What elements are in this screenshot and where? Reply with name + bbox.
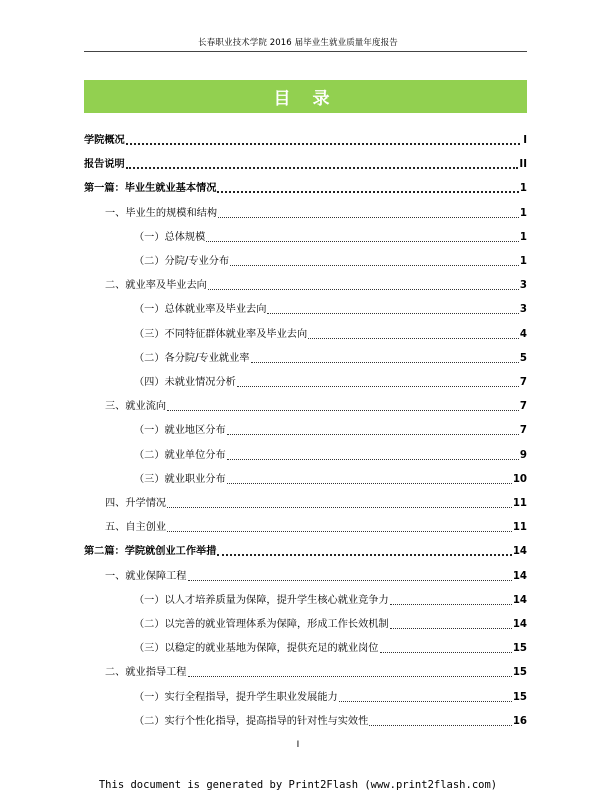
- toc-entry-label: 一、毕业生的规模和结构: [105, 207, 218, 219]
- toc-entry[interactable]: [84, 496, 527, 510]
- toc-entry[interactable]: [84, 157, 527, 171]
- toc-entry-label: （四）未就业情况分析: [134, 377, 236, 388]
- toc-entry-label: 三、就业流向: [105, 401, 167, 413]
- toc-dot-leader: [227, 422, 519, 435]
- toc-dot-leader: [126, 131, 520, 145]
- toc-entry[interactable]: [84, 520, 527, 534]
- toc-dot-leader: [167, 495, 512, 508]
- toc-entry-label: （一）总体就业率及毕业去向: [134, 304, 267, 316]
- toc-entry[interactable]: [84, 544, 527, 558]
- toc-entry-label: 第一篇：毕业生就业基本情况: [84, 183, 217, 195]
- toc-entry-label: （二）实行个性化指导，提高指导的针对性与实效性: [134, 715, 369, 727]
- toc-entry-page: 7: [519, 425, 527, 437]
- toc-title: 目 录: [273, 89, 338, 109]
- toc-entry[interactable]: [84, 472, 527, 486]
- toc-dot-leader: [188, 664, 512, 677]
- toc-entry-page: 4: [519, 328, 527, 340]
- toc-entry-page: 15: [512, 643, 527, 655]
- toc-entry-label: 第二篇：学院就创业工作举措: [84, 546, 217, 558]
- toc-entry-page: 11: [512, 522, 527, 534]
- page-header: 长春职业技术学院 2016 届毕业生就业质量年度报告: [198, 38, 398, 48]
- toc-dot-leader: [208, 277, 519, 290]
- toc-entry-label: （二）分院/专业分布: [134, 256, 230, 267]
- toc-entry[interactable]: [84, 399, 527, 413]
- toc-entry-page: I: [523, 135, 527, 146]
- toc-entry-label: （二）各分院/专业就业率: [134, 352, 250, 364]
- toc-entry[interactable]: [84, 569, 527, 583]
- toc-dot-leader: [167, 519, 512, 532]
- page-number: I: [296, 740, 300, 750]
- toc-dot-leader: [230, 253, 519, 266]
- toc-dot-leader: [308, 326, 519, 339]
- toc-entry[interactable]: [84, 327, 527, 341]
- toc-dot-leader: [251, 350, 519, 363]
- toc-entry-page: 3: [519, 304, 527, 316]
- toc-entry[interactable]: [84, 375, 527, 389]
- toc-entry-label: （三）以稳定的就业基地为保障，提供充足的就业岗位: [134, 643, 379, 655]
- toc-entry-page: 1: [519, 183, 527, 195]
- toc-entry[interactable]: [84, 617, 527, 631]
- toc-entry[interactable]: [84, 665, 527, 679]
- toc-entry-label: （三）不同特征群体就业率及毕业去向: [134, 328, 308, 340]
- toc-dot-leader: [390, 592, 512, 605]
- toc-entry-label: （一）以人才培养质量为保障，提升学生核心就业竞争力: [134, 594, 389, 606]
- toc-entry-label: 二、就业指导工程: [105, 667, 187, 679]
- toc-entry[interactable]: [84, 423, 527, 437]
- toc-entry-page: 10: [512, 473, 527, 485]
- toc-entry[interactable]: [84, 133, 527, 147]
- toc-dot-leader: [227, 447, 519, 460]
- toc-entry-label: （二）就业单位分布: [134, 449, 226, 461]
- toc-entry[interactable]: [84, 254, 527, 268]
- toc-entry-label: （一）总体规模: [134, 231, 206, 243]
- toc-dot-leader: [218, 205, 519, 218]
- toc-entry[interactable]: [84, 714, 527, 728]
- toc-entry[interactable]: [84, 448, 527, 462]
- toc-entry-page: 5: [519, 352, 527, 364]
- toc-entry[interactable]: [84, 230, 527, 244]
- toc-entry-label: （一）就业地区分布: [134, 425, 226, 437]
- toc-entry-label: （三）就业职业分布: [134, 473, 226, 485]
- toc-dot-leader: [167, 398, 519, 411]
- toc-entry-page: II: [519, 159, 527, 171]
- toc-entry-page: 1: [519, 207, 527, 219]
- toc-dot-leader: [206, 229, 519, 242]
- toc-entry-page: 1: [519, 231, 527, 243]
- toc-entry-label: （二）以完善的就业管理体系为保障，形成工作长效机制: [134, 619, 389, 630]
- toc-dot-leader: [339, 689, 512, 702]
- toc-dot-leader: [237, 374, 519, 387]
- toc-entry[interactable]: [84, 351, 527, 365]
- toc-entry-page: 15: [512, 667, 527, 679]
- toc-entry-page: 1: [519, 256, 527, 267]
- toc-entry-page: 9: [519, 449, 527, 461]
- toc-dot-leader: [217, 542, 511, 556]
- toc-entry-label: （一）实行全程指导，提升学生职业发展能力: [134, 691, 338, 703]
- toc-entry[interactable]: [84, 278, 527, 292]
- toc-entry-page: 14: [512, 619, 527, 630]
- toc-dot-leader: [126, 155, 519, 169]
- toc-dot-leader: [369, 713, 512, 726]
- toc-entry[interactable]: [84, 690, 527, 704]
- toc-entry-page: 3: [519, 280, 527, 292]
- toc-entry-page: 16: [512, 715, 527, 727]
- toc-dot-leader: [188, 568, 512, 581]
- toc-entry[interactable]: [84, 181, 527, 195]
- toc-dot-leader: [227, 471, 512, 484]
- toc-entry-label: 四、升学情况: [105, 498, 167, 509]
- toc-entry[interactable]: [84, 593, 527, 607]
- toc-entry-page: 15: [512, 691, 527, 703]
- toc-entry-page: 14: [512, 594, 527, 606]
- toc-entry-page: 7: [519, 401, 527, 413]
- toc-entry-label: 学院概况: [84, 135, 125, 146]
- toc-dot-leader: [380, 640, 512, 653]
- toc-dot-leader: [267, 301, 518, 314]
- toc-dot-leader: [390, 616, 512, 629]
- toc-entry-page: 7: [519, 377, 527, 388]
- toc-entry-page: 14: [512, 570, 527, 582]
- toc-entry[interactable]: [84, 206, 527, 220]
- toc-dot-leader: [217, 179, 518, 193]
- toc-entry[interactable]: [84, 641, 527, 655]
- toc-entry-page: 11: [512, 498, 527, 509]
- generator-footer: This document is generated by Print2Flash (www.print2flash.com): [98, 779, 498, 791]
- toc-entry-label: 五、自主创业: [105, 522, 167, 534]
- toc-entry-label: 二、就业率及毕业去向: [105, 280, 207, 292]
- toc-entry-label: 报告说明: [84, 159, 125, 171]
- toc-entry[interactable]: [84, 302, 527, 316]
- toc-entry-label: 一、就业保障工程: [105, 570, 187, 582]
- toc-entry-page: 14: [512, 546, 527, 558]
